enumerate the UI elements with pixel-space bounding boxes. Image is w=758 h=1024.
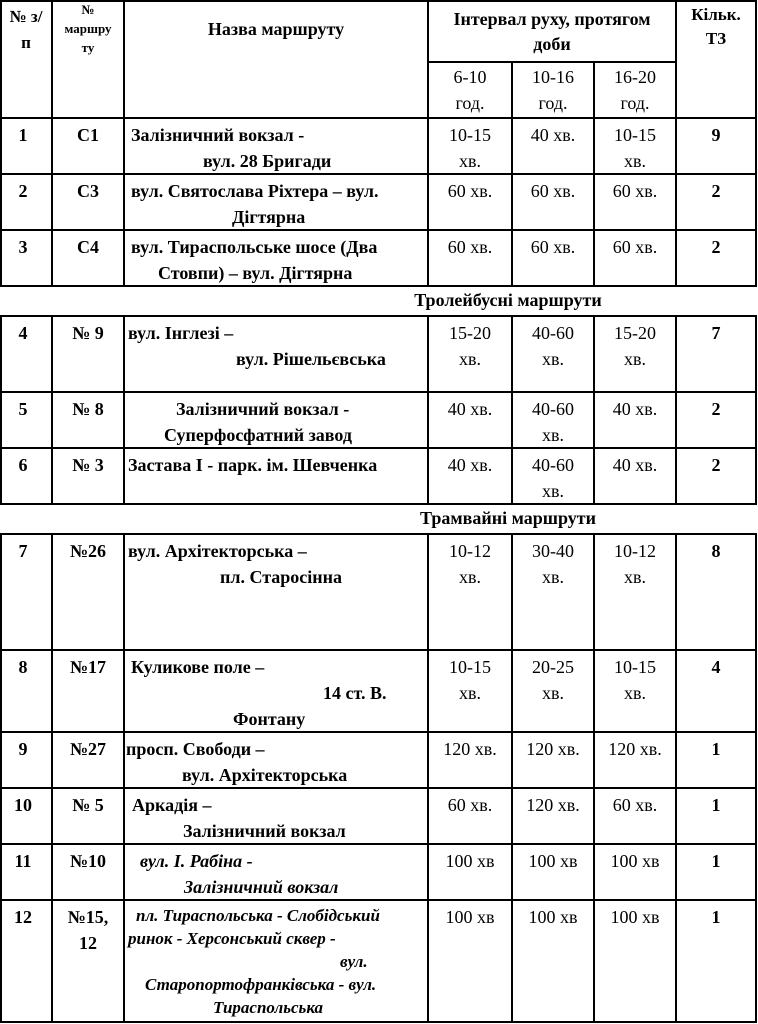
row-vline	[51, 316, 53, 393]
interval-value: 40 хв.	[612, 399, 658, 419]
route-name: вул. Інглезі –	[128, 323, 234, 343]
route-number: С4	[77, 237, 99, 257]
route-name: Залізничний вокзал	[183, 821, 346, 841]
interval-value: 120 хв.	[526, 739, 580, 759]
route-name: Аркадія –	[132, 795, 212, 815]
row-vline	[51, 118, 53, 175]
interval-value: хв.	[624, 349, 646, 369]
row-line	[0, 843, 757, 845]
route-name: просп. Свободи –	[126, 739, 265, 759]
route-name: Залізничний вокзал -	[176, 399, 350, 419]
route-number: №10	[69, 851, 107, 871]
interval-value: хв.	[624, 567, 646, 587]
interval-value: 40 хв.	[447, 399, 493, 419]
route-name: вул. Святослава Ріхтера – вул.	[131, 181, 379, 201]
row-vline	[123, 230, 125, 287]
row-line	[0, 899, 757, 901]
route-name: Дігтярна	[232, 207, 306, 227]
interval-value: 60 хв.	[612, 795, 658, 815]
route-name: Залізничний вокзал	[184, 877, 339, 897]
row-vline	[51, 174, 53, 231]
row-number: 7	[18, 541, 28, 561]
route-name: Фонтану	[233, 709, 306, 729]
interval-value: 60 хв.	[447, 795, 493, 815]
header-count: Кільк.	[691, 5, 741, 24]
vehicle-count: 4	[711, 657, 721, 677]
route-name: вул. І. Рабіна -	[140, 851, 253, 871]
row-vline	[123, 788, 125, 845]
vehicle-count: 2	[711, 181, 721, 201]
interval-value: 100 хв	[528, 851, 578, 871]
section-tram: Трамвайні маршрути	[420, 508, 596, 528]
interval-value: 20-25	[532, 657, 574, 677]
interval-value: хв.	[459, 349, 481, 369]
header-route-num: ту	[81, 40, 95, 55]
interval-value: 60 хв.	[612, 237, 658, 257]
interval-value: 100 хв	[528, 907, 578, 927]
route-number: № 5	[72, 795, 104, 815]
row-vline	[123, 448, 125, 505]
header-period: 10-16	[532, 67, 574, 87]
vehicle-count: 8	[711, 541, 721, 561]
row-line	[0, 787, 757, 789]
interval-value: 120 хв.	[608, 739, 662, 759]
interval-value: 40 хв.	[447, 455, 493, 475]
route-number: №27	[69, 739, 107, 759]
interval-value: хв.	[459, 683, 481, 703]
interval-value: 100 хв	[445, 851, 495, 871]
header-num: № з/	[9, 7, 43, 26]
row-line	[0, 1021, 757, 1023]
vehicle-count: 1	[711, 907, 721, 927]
interval-value: хв.	[542, 425, 564, 445]
route-number: № 3	[72, 455, 104, 475]
interval-value: хв.	[459, 567, 481, 587]
interval-value: 10-15	[449, 657, 491, 677]
route-name: вул. Тираспольське шосе (Два	[131, 237, 378, 257]
row-number: 3	[18, 237, 28, 257]
row-vline	[123, 900, 125, 1023]
interval-value: 30-40	[532, 541, 574, 561]
row-number: 11	[14, 851, 32, 871]
row-line	[0, 731, 757, 733]
interval-value: хв.	[542, 481, 564, 501]
interval-value: 40-60	[532, 399, 574, 419]
route-name: ринок - Херсонський сквер -	[128, 929, 336, 948]
route-number: С3	[77, 181, 99, 201]
interval-value: хв.	[624, 683, 646, 703]
row-vline	[123, 844, 125, 901]
interval-value: 10-12	[614, 541, 656, 561]
header-num: п	[21, 33, 31, 52]
row-vline	[123, 650, 125, 733]
route-name: Залізничний вокзал -	[131, 125, 305, 145]
row-number: 12	[14, 907, 32, 927]
route-name: Стовпи) – вул. Дігтярна	[158, 263, 353, 283]
row-number: 4	[18, 323, 28, 343]
interval-value: 15-20	[449, 323, 491, 343]
header-route-num: №	[81, 2, 95, 17]
route-number: 12	[79, 933, 97, 953]
route-number: С1	[77, 125, 99, 145]
interval-value: хв.	[542, 683, 564, 703]
row-number: 8	[18, 657, 28, 677]
route-name: пл. Старосінна	[220, 567, 343, 587]
vehicle-count: 2	[711, 455, 721, 475]
interval-value: хв.	[542, 349, 564, 369]
vehicle-count: 1	[711, 795, 721, 815]
vehicle-count: 2	[711, 399, 721, 419]
vehicle-count: 1	[711, 739, 721, 759]
vehicle-count: 2	[711, 237, 721, 257]
row-vline	[51, 844, 53, 901]
route-name: Куликове поле –	[131, 657, 265, 677]
header-period: 6-10	[453, 67, 487, 87]
interval-value: 100 хв	[610, 851, 660, 871]
vehicle-count: 7	[711, 323, 721, 343]
interval-value: хв.	[624, 151, 646, 171]
row-vline	[51, 900, 53, 1023]
row-vline	[51, 732, 53, 789]
interval-value: 10-15	[614, 657, 656, 677]
row-line	[0, 391, 757, 393]
route-name: вул. Архітекторська –	[128, 541, 307, 561]
row-vline	[123, 732, 125, 789]
route-name: вул. Архітекторська	[182, 765, 348, 785]
interval-value: 60 хв.	[612, 181, 658, 201]
interval-value: хв.	[542, 567, 564, 587]
header-interval-line	[428, 61, 677, 63]
header-period: 16-20	[614, 67, 656, 87]
interval-value: 100 хв	[445, 907, 495, 927]
interval-value: 10-15	[449, 125, 491, 145]
route-number: № 8	[72, 399, 104, 419]
row-line	[0, 447, 757, 449]
route-name: 14 ст. В.	[323, 683, 387, 703]
header-interval: доби	[533, 34, 571, 54]
route-number: №26	[69, 541, 107, 561]
row-vline	[51, 650, 53, 733]
header-route-name: Назва маршруту	[207, 19, 345, 39]
header-period: год.	[538, 93, 568, 113]
route-number: № 9	[72, 323, 104, 343]
route-name: Суперфосфатний завод	[164, 425, 352, 445]
section-line	[0, 533, 757, 535]
interval-value: 40-60	[532, 323, 574, 343]
interval-value: 120 хв.	[526, 795, 580, 815]
route-name: вул.	[340, 952, 368, 971]
interval-value: 10-15	[614, 125, 656, 145]
vehicle-count: 9	[711, 125, 721, 145]
row-number: 5	[18, 399, 28, 419]
interval-value: хв.	[459, 151, 481, 171]
route-name: Тираспольська	[213, 998, 324, 1017]
route-name: пл. Тираспольська - Слобідський	[136, 906, 380, 925]
section-trolleybus: Тролейбусні маршрути	[414, 290, 602, 310]
row-vline	[51, 230, 53, 287]
route-name: вул. 28 Бригади	[203, 151, 332, 171]
header-period: год.	[620, 93, 650, 113]
header-period: год.	[455, 93, 485, 113]
row-number: 10	[14, 795, 32, 815]
row-number: 2	[18, 181, 28, 201]
row-vline	[123, 174, 125, 231]
route-number: №15,	[67, 907, 109, 927]
interval-value: 60 хв.	[530, 237, 576, 257]
header-interval: Інтервал руху, протягом	[453, 9, 651, 29]
interval-value: 40 хв.	[612, 455, 658, 475]
route-name: Застава І - парк. ім. Шевченка	[128, 455, 378, 475]
interval-value: 40 хв.	[530, 125, 576, 145]
row-number: 6	[18, 455, 28, 475]
route-name: вул. Рішельєвська	[236, 349, 386, 369]
vehicle-count: 1	[711, 851, 721, 871]
interval-value: 100 хв	[610, 907, 660, 927]
interval-value: 40-60	[532, 455, 574, 475]
section-line	[0, 315, 757, 317]
row-number: 9	[18, 739, 28, 759]
header-count: ТЗ	[705, 29, 727, 48]
row-vline	[51, 788, 53, 845]
row-number: 1	[18, 125, 28, 145]
row-line	[0, 649, 757, 651]
row-line	[0, 117, 757, 119]
route-number: №17	[69, 657, 107, 677]
row-vline	[123, 118, 125, 175]
interval-value: 60 хв.	[447, 237, 493, 257]
row-vline	[51, 392, 53, 449]
interval-value: 15-20	[614, 323, 656, 343]
row-vline	[123, 534, 125, 651]
route-name: Старопортофранківська - вул.	[145, 975, 377, 994]
interval-value: 10-12	[449, 541, 491, 561]
row-vline	[51, 448, 53, 505]
interval-value: 60 хв.	[447, 181, 493, 201]
interval-value: 60 хв.	[530, 181, 576, 201]
header-route-num: маршру	[64, 21, 112, 36]
row-vline	[123, 316, 125, 393]
row-line	[0, 229, 757, 231]
interval-value: 120 хв.	[443, 739, 497, 759]
row-vline	[51, 534, 53, 651]
row-vline	[123, 392, 125, 449]
